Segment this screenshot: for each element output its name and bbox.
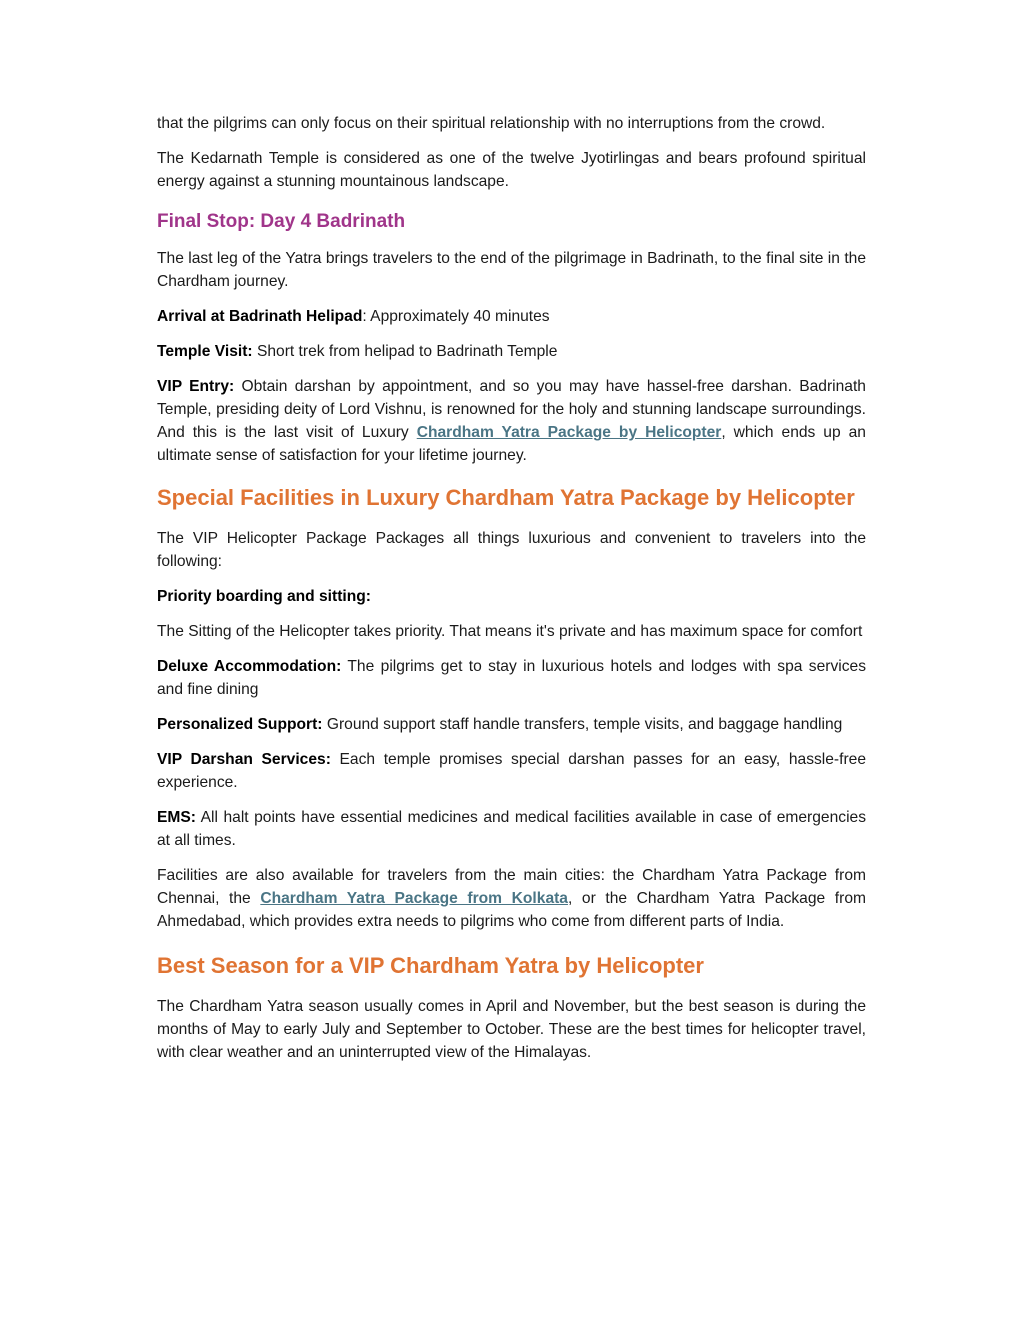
paragraph: The Kedarnath Temple is considered as one of the twelve Jyotirlingas and bears profound spiritual energy against a stunning mountainous landscape. bbox=[157, 150, 866, 190]
ems-label: EMS: bbox=[157, 809, 196, 826]
paragraph: The last leg of the Yatra brings travelers to the end of the pilgrimage in Badrinath, to the final site in the Chardham journey. bbox=[157, 250, 866, 290]
darshan-text: Each temple promises special darshan passes for an easy, hassle-free experience. bbox=[157, 751, 866, 791]
ems-paragraph bbox=[157, 806, 866, 852]
cities-post: , or the Chardham Yatra Package from Ahmedabad, which provides extra needs to pilgrims who come from different parts of India. bbox=[157, 890, 866, 930]
paragraph: that the pilgrims can only focus on their spiritual relationship with no interruptions from the crowd. bbox=[157, 115, 826, 132]
vip-entry-label: VIP Entry: bbox=[157, 378, 235, 395]
document-page bbox=[157, 112, 866, 1076]
priority-line bbox=[157, 585, 866, 608]
temple-line bbox=[157, 340, 866, 363]
temple-label: Temple Visit: bbox=[157, 343, 253, 360]
vip-entry-paragraph bbox=[157, 375, 866, 467]
darshan-paragraph bbox=[157, 748, 866, 794]
ems-text: All halt points have essential medicines and medical facilities available in case of emergencies at all times. bbox=[157, 809, 866, 849]
deluxe-label: Deluxe Accommodation: bbox=[157, 658, 342, 675]
vip-entry-tail: , which ends up an ultimate sense of satisfaction for your lifetime journey. bbox=[157, 424, 866, 464]
arrival-text: : Approximately 40 minutes bbox=[362, 308, 550, 325]
heading-special-facilities: Special Facilities in Luxury Chardham Yatra Package by Helicopter bbox=[157, 485, 855, 510]
arrival-label: Arrival at Badrinath Helipad bbox=[157, 308, 363, 325]
vip-entry-text: Obtain darshan by appointment, and so you may have hassel-free darshan. Badrinath Temple, presiding deity of Lord Vishnu, is renowned for the holy and stunning landscape surroundings. And this is the last visit of Luxury bbox=[157, 378, 866, 441]
support-label: Personalized Support: bbox=[157, 716, 323, 733]
deluxe-paragraph bbox=[157, 655, 866, 701]
paragraph: The VIP Helicopter Package Packages all things luxurious and convenient to travelers into the following: bbox=[157, 530, 866, 570]
temple-text: Short trek from helipad to Badrinath Temple bbox=[252, 343, 558, 360]
priority-label: Priority boarding and sitting: bbox=[157, 588, 371, 605]
darshan-label: VIP Darshan Services: bbox=[157, 751, 331, 768]
deluxe-text: The pilgrims get to stay in luxurious hotels and lodges with spa services and fine dining bbox=[157, 658, 866, 698]
support-paragraph bbox=[157, 713, 866, 736]
heading-final-stop: Final Stop: Day 4 Badrinath bbox=[157, 211, 406, 232]
heading-best-season: Best Season for a VIP Chardham Yatra by Helicopter bbox=[157, 953, 704, 978]
arrival-line bbox=[157, 305, 866, 328]
cities-pre: Facilities are also available for travelers from the main cities: the Chardham Yatra Package from Chennai, the bbox=[157, 867, 866, 907]
support-text: Ground support staff handle transfers, temple visits, and baggage handling bbox=[322, 716, 843, 733]
kolkata-package-link[interactable]: Chardham Yatra Package from Kolkata bbox=[260, 890, 568, 907]
cities-paragraph bbox=[157, 864, 866, 933]
paragraph: The Sitting of the Helicopter takes priority. That means it's private and has maximum space for comfort bbox=[157, 623, 863, 640]
helicopter-package-link[interactable]: Chardham Yatra Package by Helicopter bbox=[416, 424, 722, 441]
paragraph: The Chardham Yatra season usually comes in April and November, but the best season is during the months of May to early July and September to October. These are the best times for helicopter travel, with clear weather and an uninterrupted view of the Himalayas. bbox=[157, 998, 866, 1061]
